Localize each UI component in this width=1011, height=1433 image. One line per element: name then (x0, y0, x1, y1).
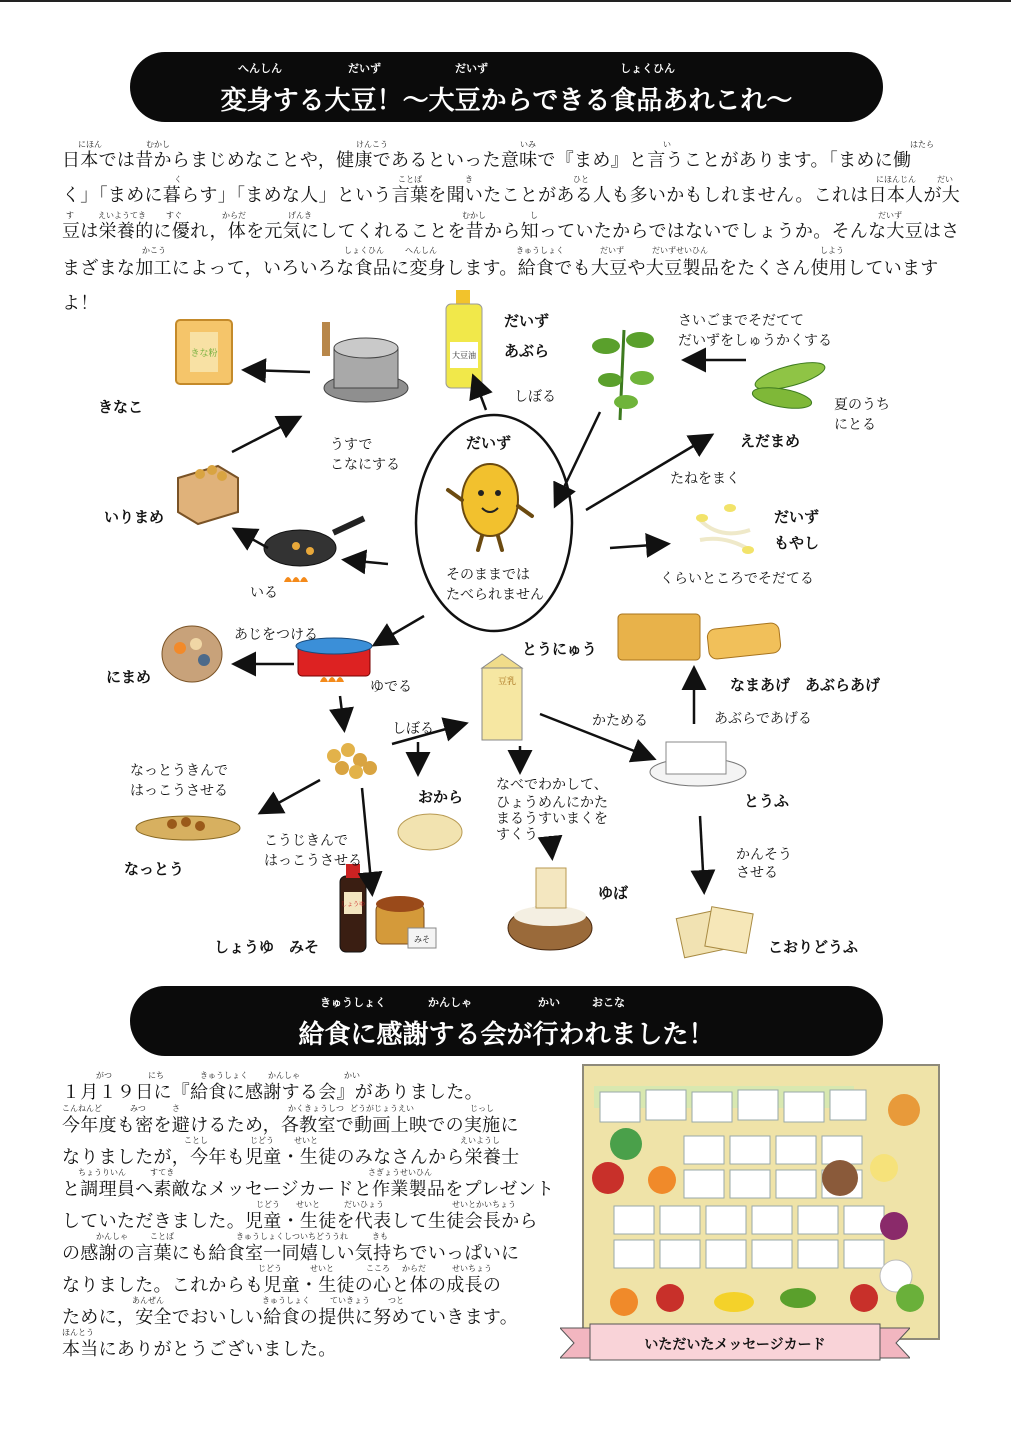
soy-oil-bottle-icon (446, 290, 482, 388)
furigana: じどう (258, 1264, 282, 1273)
label-agete: あぶらであげる (714, 711, 812, 727)
section2-line: と調理員へ素敵なメッセージカードと作業製品をプレゼント (62, 1179, 555, 1200)
label-tofu: とうふ (744, 792, 790, 810)
label-nattokin: はっこうさせる (130, 783, 228, 799)
label-taneo: たねをまく (670, 471, 740, 487)
furigana: むかし (146, 140, 170, 149)
banner-ruby: だいず (455, 62, 488, 75)
furigana: へんしん (405, 246, 437, 255)
section2-line: 本当にありがとうございました。 (62, 1339, 337, 1360)
caption-ribbon (560, 1322, 910, 1364)
soy-milk-carton-icon (482, 654, 522, 740)
center-title: だいず (466, 434, 512, 452)
label-nabe: すくう (496, 827, 538, 843)
message-card-photo (582, 1064, 940, 1340)
photo-caption: いただいたメッセージカード (644, 1337, 826, 1353)
label-oil: あぶら (504, 342, 550, 360)
furigana: げんき (288, 211, 312, 220)
irimame-icon (178, 465, 238, 524)
furigana: い (663, 140, 671, 149)
label-nattokin: なっとうきんで (130, 763, 228, 779)
furigana: えいようし (460, 1136, 500, 1145)
furigana: むかし (462, 211, 486, 220)
furigana: だいず (600, 246, 624, 255)
section1-title: 変身する大豆！～大豆からできる食品あれこれ～ (220, 86, 793, 116)
section2-banner (130, 986, 883, 1056)
banner-ruby: おこな (592, 996, 625, 1009)
section2-line: していただきました。児童・生徒を代表して生徒会長から (62, 1211, 538, 1232)
section2-line: なりましたが，今年も児童・生徒のみなさんから栄養士 (62, 1147, 520, 1168)
label-edamame: えだまめ (740, 432, 801, 450)
furigana: こんねんど (62, 1104, 102, 1113)
center-note-line: たべられません (446, 587, 544, 603)
furigana: じどう (256, 1200, 280, 1209)
section1-line: く」「まめに暮らす」「まめな人」という言葉を聞いたことがある人も多いかもしれません。これは日本人が大 (62, 185, 961, 206)
label-kurai: くらいところでそだてる (660, 571, 814, 587)
edamame-icon (751, 357, 827, 412)
label-koji: こうじきんで (264, 833, 348, 849)
label-moyashi: だいず (774, 508, 820, 526)
furigana: だいずせいひん (652, 246, 708, 255)
furigana: にち (148, 1071, 164, 1080)
furigana: ちょうりいん (78, 1168, 126, 1177)
furigana: せいと (294, 1136, 318, 1145)
label-nabe: まるうすいまくを (496, 811, 608, 827)
mill-icon (322, 322, 408, 402)
section1-line: よ！ (62, 293, 99, 314)
furigana: さぎょうせいひん (368, 1168, 432, 1177)
label-tonyu: とうにゅう (522, 640, 597, 658)
natto-icon (136, 816, 240, 840)
label-irimame: いりまめ (104, 508, 165, 526)
label-nimame: にまめ (106, 668, 152, 686)
furigana: だいず (878, 211, 902, 220)
furigana: じっし (470, 1104, 494, 1113)
furigana: こころ (366, 1264, 390, 1273)
label-usude: うすで (330, 437, 373, 453)
label-okara: おから (418, 788, 464, 806)
section2-line: なりました。これからも児童・生徒の心と体の成長の (62, 1275, 502, 1296)
label-moyashi: もやし (774, 534, 820, 552)
label-nama-abura: なまあげ あぶらあげ (730, 676, 881, 694)
miso-label: みそ (414, 935, 430, 944)
furigana: せいと (296, 1200, 320, 1209)
label-natto: なっとう (124, 860, 185, 878)
banner-ruby: へんしん (238, 62, 282, 75)
label-usude: こなにする (330, 457, 400, 473)
furigana: せいとかいちょう (452, 1200, 516, 1209)
furigana: えいようてき (98, 211, 146, 220)
message-board-image (584, 1066, 938, 1338)
label-sodatete: だいずをしゅうかくする (678, 333, 832, 349)
section2-line: 今年度も密を避けるため，各教室で動画上映での実施に (62, 1115, 519, 1136)
label-kinako: きなこ (98, 398, 144, 416)
label-ajiwo: あじをつける (234, 627, 318, 643)
furigana: ことし (184, 1136, 208, 1145)
nimame-icon (162, 626, 222, 682)
furigana: からだ (222, 211, 246, 220)
furigana: いみ (520, 140, 536, 149)
furigana: ことば (398, 175, 422, 184)
kinako-icon (176, 320, 232, 384)
label-koori-tofu: こおりどうふ (768, 938, 859, 956)
furigana: きゅうしょく (262, 1296, 310, 1305)
label-oil: だいず (504, 312, 550, 330)
label-natsu: 夏のうち (834, 397, 890, 413)
soy-sauce-bottle-icon (340, 864, 366, 952)
banner-ruby: だいず (348, 62, 381, 75)
label-natsu: にとる (834, 417, 876, 433)
furigana: かんしゃ (268, 1071, 300, 1080)
furigana: がつ (96, 1071, 112, 1080)
label-koji: はっこうさせる (264, 853, 362, 869)
label-iru: いる (250, 585, 278, 601)
furigana: にほんじん (876, 175, 916, 184)
center-note-line: そのままでは (446, 567, 530, 583)
furigana: かんしゃ (96, 1232, 128, 1241)
label-katameru: かためる (592, 713, 648, 729)
label-sodatete: さいごまでそだてて (678, 313, 804, 329)
furigana: じどう (250, 1136, 274, 1145)
label-shiboru: しぼる (392, 721, 434, 737)
furigana: せいと (310, 1264, 334, 1273)
frying-pan-icon (264, 516, 365, 582)
yuba-pot-icon (508, 868, 592, 950)
furigana: すぐ (166, 211, 182, 220)
furigana: し (530, 211, 538, 220)
furigana: にほん (78, 140, 102, 149)
label-shiboru: しぼる (514, 389, 556, 405)
furigana: さ (172, 1104, 180, 1113)
section2-title: 給食に感謝する会が行われました！ (298, 1020, 715, 1050)
furigana: き (465, 175, 473, 184)
label-yuderu: ゆでる (370, 679, 412, 695)
furigana: けんこう (356, 140, 388, 149)
soy-milk-label: 豆乳 (498, 677, 517, 687)
furigana: ていきょう (330, 1296, 370, 1305)
banner-ruby: しょくひん (620, 62, 675, 75)
label-nabe: ひょうめんにかた (496, 795, 608, 811)
banner-ruby: かんしゃ (428, 996, 472, 1009)
furigana: だいひょう (344, 1200, 384, 1209)
furigana: ひと (573, 175, 589, 184)
furigana: かい (344, 1071, 360, 1080)
soybean-plant-icon (592, 330, 654, 420)
furigana: つと (388, 1296, 404, 1305)
furigana: しよう (820, 246, 844, 255)
furigana: きゅうしょく (516, 246, 564, 255)
furigana: しょくひん (344, 246, 384, 255)
label-kanso: させる (736, 865, 778, 881)
furigana: きゅうしょくしついちどううれ (236, 1232, 348, 1241)
section1-line: まざまな加工によって，いろいろな食品に変身します。給食でも大豆や大豆製品をたくさん使用しています (62, 258, 939, 279)
furigana: ことば (150, 1232, 174, 1241)
furigana: きゅうしょく (200, 1071, 248, 1080)
boiled-beans-icon (327, 743, 377, 779)
section2-line: の感謝の言葉にも給食室一同嬉しい気持ちでいっぱいに (62, 1243, 520, 1264)
section1-line: 豆は栄養的に優れ，体を元気にしてくれることを昔から知っていたからではないでしょうか。そんな大豆はさ (62, 221, 960, 242)
label-nabe: なべでわかして、 (496, 777, 608, 793)
furigana: みつ (130, 1104, 146, 1113)
furigana: かこう (142, 246, 166, 255)
furigana: どうがじょうえい (350, 1104, 414, 1113)
section2-line: １月１９日に『給食に感謝する会』がありました。 (62, 1082, 483, 1103)
boiling-pot-icon (296, 638, 372, 682)
moyashi-icon (696, 504, 754, 554)
label-shoyu-miso: しょうゆ みそ (214, 938, 320, 956)
furigana: はたら (910, 140, 934, 149)
fried-tofu-icon (618, 614, 781, 660)
furigana: く (174, 175, 182, 184)
oil-bottle-label: 大豆油 (452, 351, 476, 360)
koori-tofu-icon (676, 907, 753, 958)
kinako-bag-label: きな粉 (190, 349, 218, 359)
miso-icon (376, 896, 436, 948)
furigana: だい (937, 175, 953, 184)
furigana: ほんとう (62, 1328, 94, 1337)
banner-ruby: かい (538, 996, 560, 1009)
furigana: す (66, 211, 74, 220)
furigana: あんぜん (132, 1296, 164, 1305)
section1-line: 日本では昔からまじめなことや，健康であるといった意味で『まめ』と言うことがあります。「まめに働 (62, 150, 912, 171)
furigana: せいちょう (452, 1264, 492, 1273)
tofu-icon (650, 742, 746, 786)
furigana: かくきょうしつ (288, 1104, 344, 1113)
label-kanso: かんそう (736, 847, 792, 863)
okara-icon (398, 814, 462, 850)
furigana: きも (372, 1232, 388, 1241)
furigana: からだ (402, 1264, 426, 1273)
label-yuba: ゆば (598, 884, 629, 902)
banner-ruby: きゅうしょく (320, 996, 386, 1009)
section2-line: ために，安全でおいしい給食の提供に努めていきます。 (62, 1307, 519, 1328)
soy-sauce-label: しょうゆ (340, 901, 366, 908)
furigana: すてき (150, 1168, 175, 1177)
